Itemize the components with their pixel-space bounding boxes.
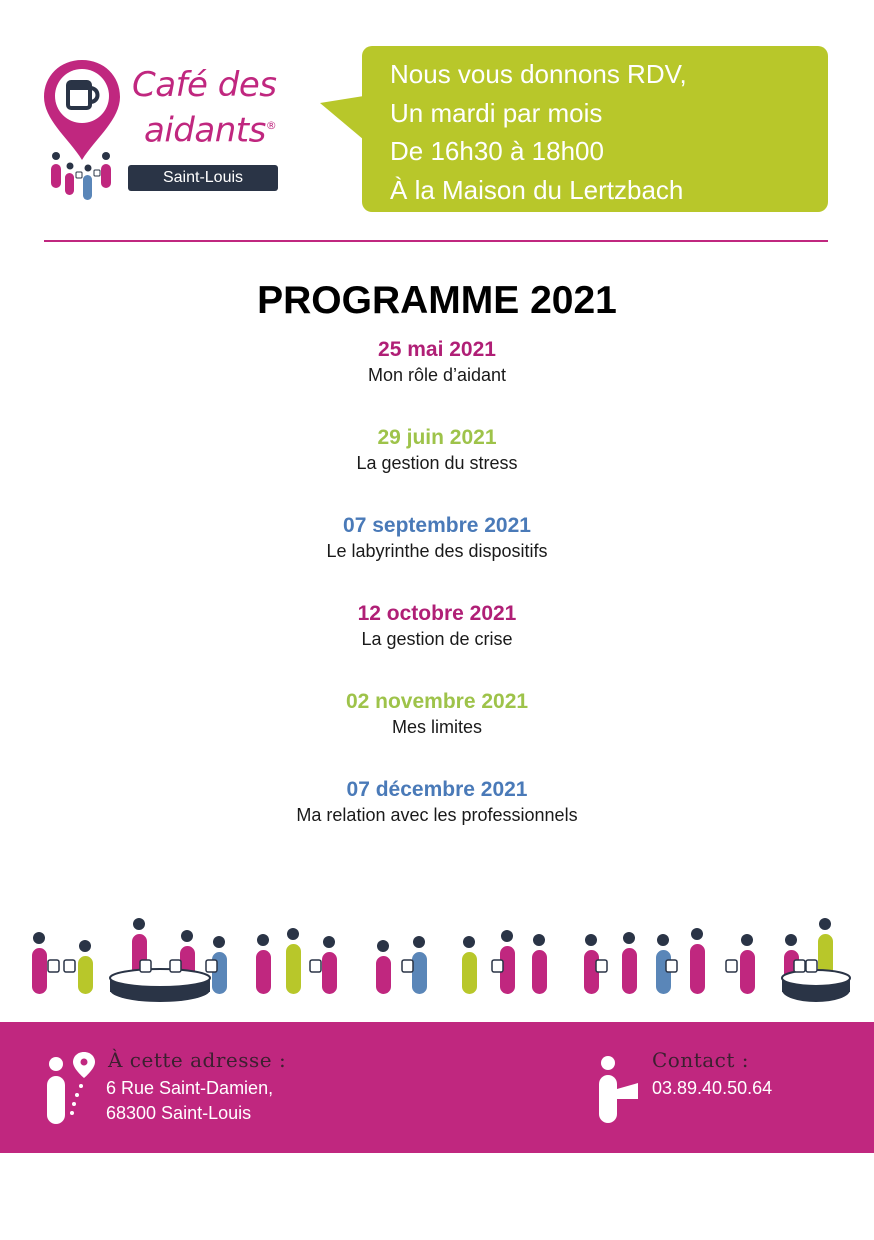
people-illustration-icon <box>20 918 854 1010</box>
info-location-icon <box>44 1050 100 1128</box>
address-heading: À cette adresse : <box>108 1048 287 1072</box>
event-date: 07 septembre 2021 <box>343 514 531 537</box>
event-date: 07 décembre 2021 <box>346 778 528 801</box>
bubble-line: De 16h30 à 18h00 <box>390 136 604 166</box>
bubble-line: À la Maison du Lertzbach <box>390 174 684 205</box>
coffee-cup-pin-icon <box>40 58 124 162</box>
contact-phone: 03.89.40.50.64 <box>652 1078 773 1098</box>
event-item <box>0 598 874 686</box>
event-topic: Mon rôle d’aidant <box>367 365 507 385</box>
bubble-line: Un mardi par mois <box>390 97 603 128</box>
bubble-line: Nous vous donnons RDV, <box>390 59 687 89</box>
event-item <box>0 422 874 510</box>
event-topic: Mes limites <box>391 717 482 737</box>
event-date: 02 novembre 2021 <box>345 690 529 713</box>
event-list <box>0 334 874 862</box>
contact-heading: Contact : <box>652 1048 750 1072</box>
event-item <box>0 774 874 862</box>
city-badge: Saint-Louis <box>128 165 278 191</box>
people-icon <box>48 150 116 202</box>
event-topic: Le labyrinthe des dispositifs <box>326 541 548 561</box>
programme-title: PROGRAMME 2021 <box>257 279 617 322</box>
contact-person-icon <box>596 1055 640 1125</box>
event-date: 25 mai 2021 <box>378 338 496 361</box>
event-item <box>0 686 874 774</box>
address-line2: 68300 Saint-Louis <box>106 1103 252 1123</box>
logo-title-line1: Café des <box>132 65 277 105</box>
logo-title-word: aidants <box>144 110 266 151</box>
event-topic: La gestion du stress <box>356 453 518 473</box>
address-line1: 6 Rue Saint-Damien, <box>106 1078 274 1098</box>
event-topic: Ma relation avec les professionnels <box>296 805 578 825</box>
bubble-text <box>390 55 820 209</box>
event-item <box>0 510 874 598</box>
event-topic: La gestion de crise <box>361 629 513 649</box>
logo-title-line2 <box>144 107 276 149</box>
event-item <box>0 334 874 422</box>
event-date: 12 octobre 2021 <box>357 602 517 625</box>
header-divider <box>44 240 828 242</box>
event-date: 29 juin 2021 <box>377 426 497 449</box>
registered-mark: ® <box>265 119 277 132</box>
